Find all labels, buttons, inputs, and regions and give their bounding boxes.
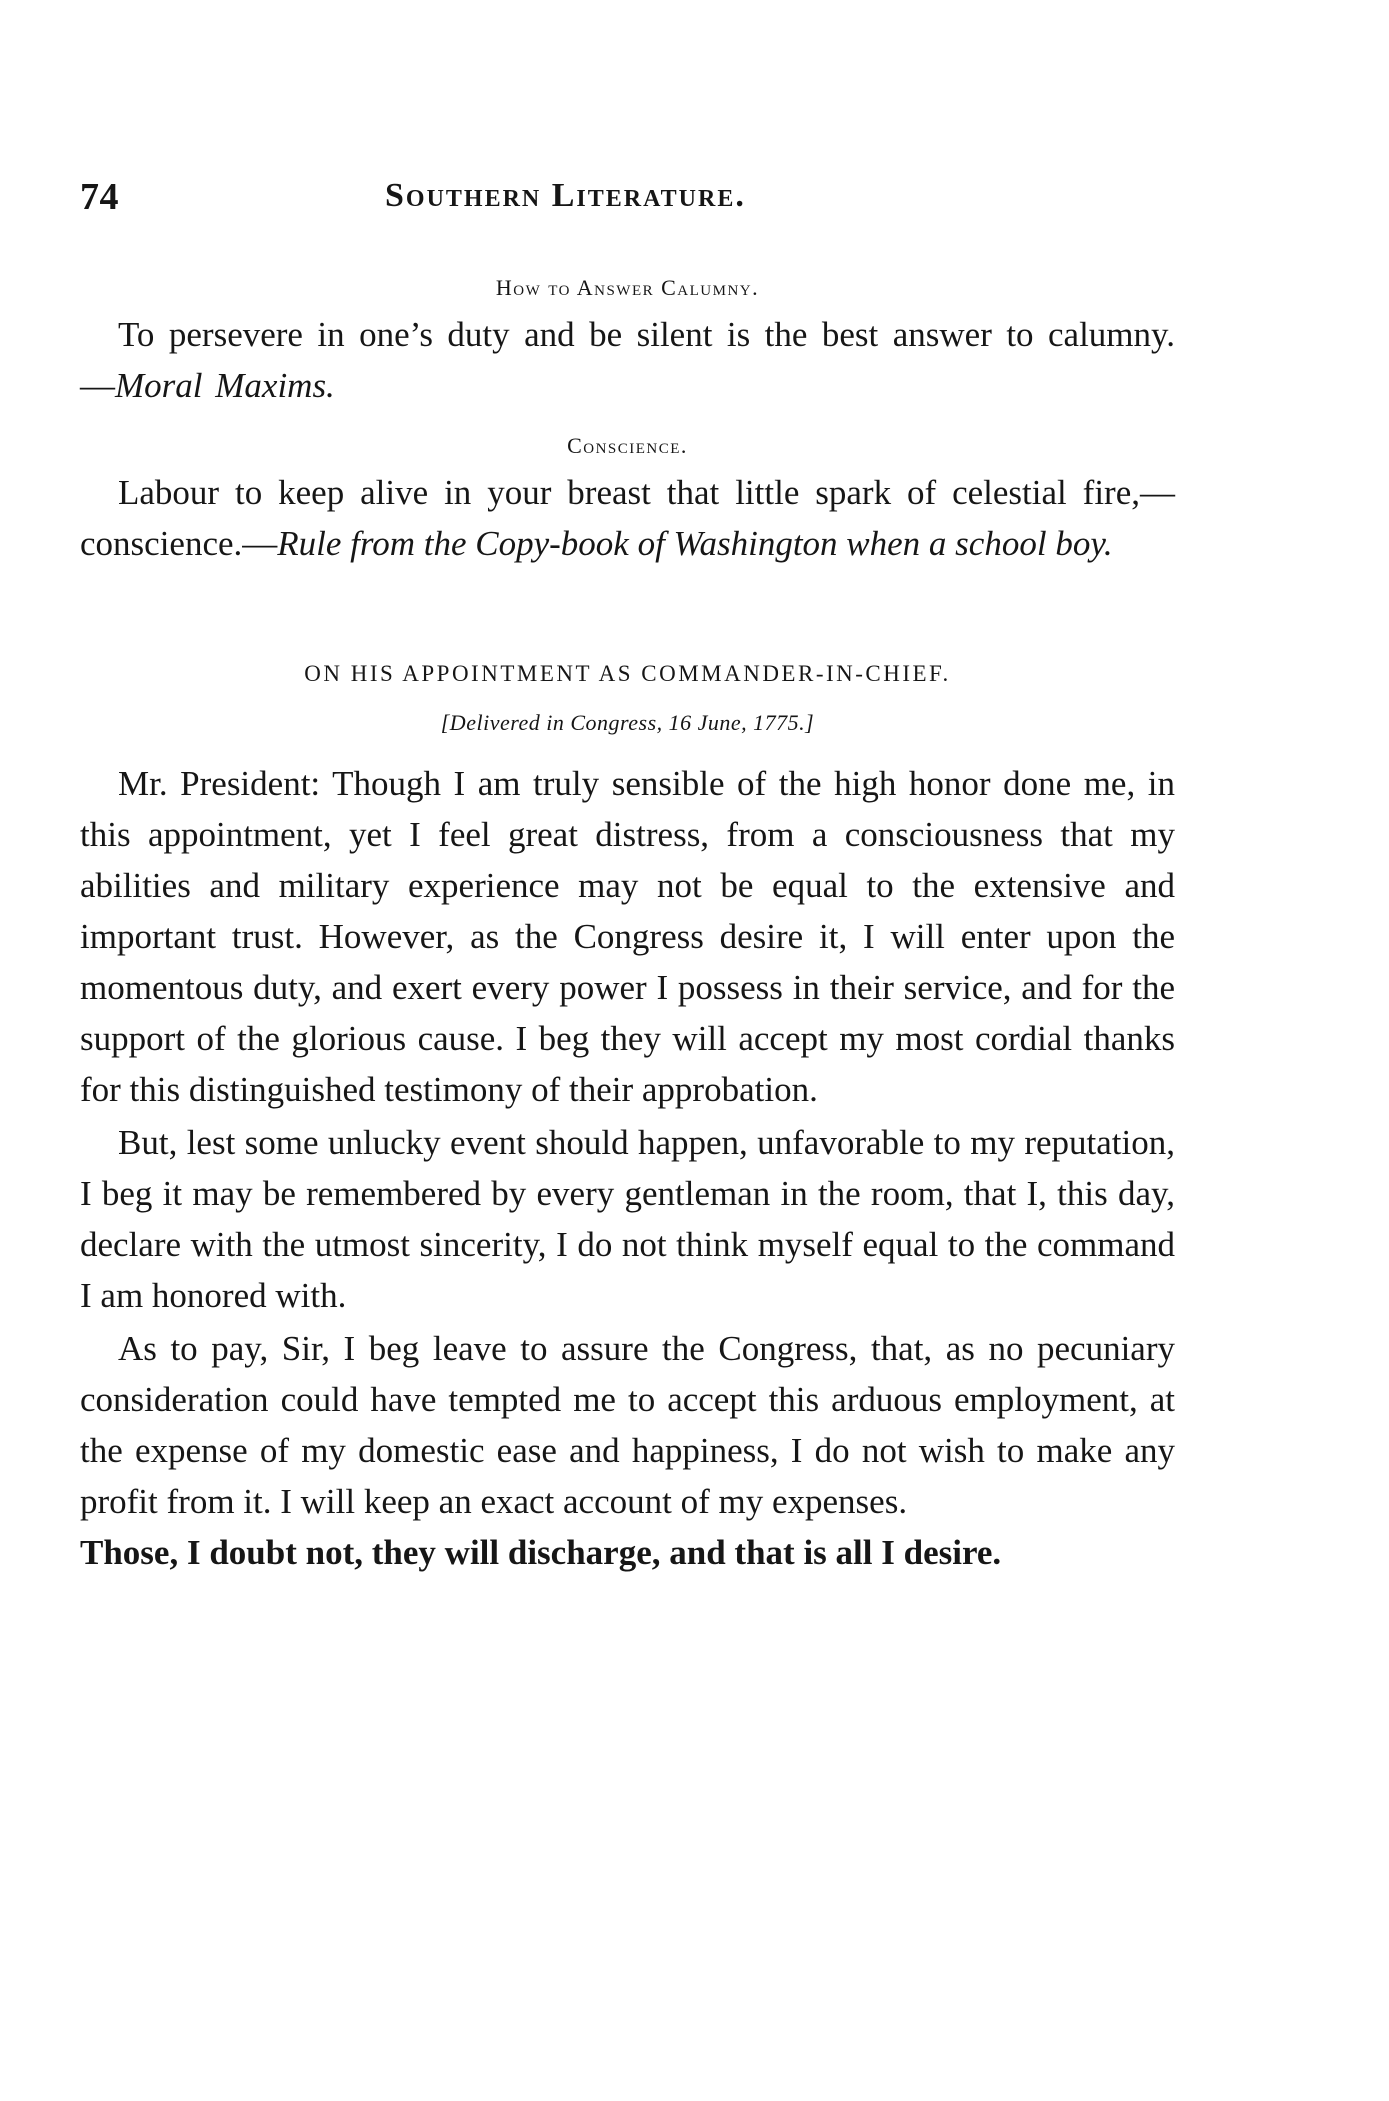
speech-paragraph: Mr. President: Though I am truly sensible of the high honor done me, in this appointment, yet I feel great distress, from a consciousness that my abilities and military experience may not be equal to the extensive and important trust. However, as the Congress desire it, I will enter upon the momentous duty, and exert every power I possess in their service, and for the support of the glorious cause. I beg they will accept my most cordial thanks for this distinguished testimony of their approbation. <box>80 764 1175 1109</box>
speech-paragraph: As to pay, Sir, I beg leave to assure the Congress, that, as no pecuniary consideration could have tempted me to accept this arduous employment, at the expense of my domestic ease and happiness, I do not wish to make any profit from it. I will keep an exact account of my expenses. <box>80 1329 1175 1521</box>
section-heading-calumny: How to Answer Calumny. <box>495 275 760 300</box>
calumny-text: To persevere in one’s duty and be silent is the best answer to calumny.— <box>80 315 1175 405</box>
calumny-attribution: Moral Maxims. <box>115 366 335 405</box>
running-head <box>80 175 1175 235</box>
book-page <box>80 175 1175 1578</box>
running-title: Southern Literature. <box>385 177 746 214</box>
speech-paragraph: But, lest some unlucky event should happen, unfavorable to my reputation, I beg it may be remembered by every gentleman in the room, that I, this day, declare with the utmost sincerity, I do not think myself equal to the command I am honored with. <box>80 1123 1175 1315</box>
section-heading-conscience: Conscience. <box>567 433 688 458</box>
conscience-attribution: Rule from the Copy-book of Washington when a school boy. <box>277 524 1113 563</box>
speech-delivery-note: [Delivered in Congress, 16 June, 1775.] <box>440 710 815 735</box>
speech-title: ON HIS APPOINTMENT AS COMMANDER-IN-CHIEF. <box>304 661 951 686</box>
speech-paragraph-final: Those, I doubt not, they will discharge, and that is all I desire. <box>80 1533 1002 1572</box>
page-number: 74 <box>80 176 119 218</box>
calumny-paragraph <box>80 309 1175 411</box>
conscience-text: Labour to keep alive in your breast that little spark of celestial fire,—conscience.— <box>80 473 1175 563</box>
conscience-paragraph <box>80 467 1175 569</box>
